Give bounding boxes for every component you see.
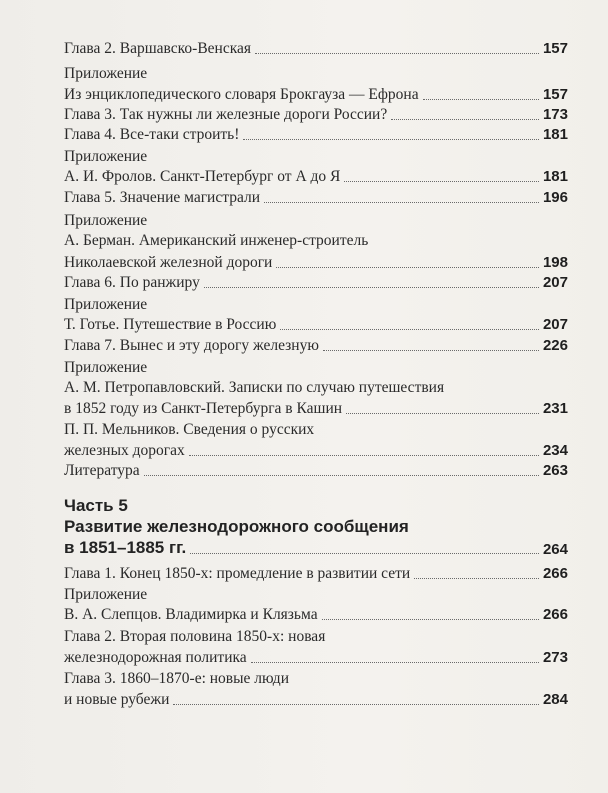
part-title: Развитие железнодорожного сообщения: [64, 517, 409, 536]
toc-entry: [64, 442, 568, 460]
toc-entry: [64, 254, 568, 272]
toc-entry: [64, 400, 568, 418]
toc-entry: [64, 462, 568, 480]
leader-dots: [346, 413, 539, 414]
toc-entry-title: Глава 7. Вынес и эту дорогу железную: [64, 337, 319, 354]
toc-entry: [64, 691, 568, 709]
toc-entry-title: Приложение: [64, 148, 148, 165]
toc-entry: [64, 296, 568, 314]
toc-entry: [64, 168, 568, 186]
toc-entry-title: А. И. Фролов. Санкт-Петербург от А до Я: [64, 168, 341, 185]
toc-entry-title: А. Берман. Американский инженер-строитель: [64, 232, 369, 249]
part-page: 264: [542, 541, 568, 558]
toc-entry: [64, 606, 568, 624]
toc-entry-title: Глава 6. По ранжиру: [64, 274, 200, 291]
toc-entry-page: 263: [542, 462, 568, 479]
toc-entry: [64, 359, 568, 377]
toc-entry-title: железнодорожная политика: [64, 649, 247, 666]
toc-entry-page: 234: [542, 442, 568, 459]
toc-entry-page: 207: [542, 274, 568, 291]
leader-dots: [144, 475, 539, 476]
toc-entry-page: 266: [542, 606, 568, 623]
toc-entry-page: 198: [542, 254, 568, 271]
toc-entry-page: 273: [542, 649, 568, 666]
toc-entry-title: и новые рубежи: [64, 691, 170, 708]
leader-dots: [391, 119, 539, 120]
toc-entry: [64, 148, 568, 166]
toc-entry: [64, 86, 568, 104]
toc-entry-title: Глава 3. Так нужны ли железные дороги России?: [64, 106, 388, 123]
leader-dots: [189, 455, 539, 456]
toc-entry: [64, 232, 568, 250]
toc-entry: [64, 337, 568, 355]
leader-dots: [243, 139, 539, 140]
leader-dots: [280, 329, 539, 330]
toc-entry-title: Глава 2. Варшавско-Венская: [64, 40, 252, 57]
toc-entry-title: в 1852 году из Санкт-Петербурга в Кашин: [64, 400, 343, 417]
toc-entry-page: 157: [542, 86, 568, 103]
leader-dots: [173, 704, 539, 705]
leader-dots: [322, 619, 539, 620]
toc-entry-page: 226: [542, 337, 568, 354]
toc-entry-title: Приложение: [64, 359, 148, 376]
toc-entry: [64, 379, 568, 397]
toc-entry: [64, 649, 568, 667]
toc-entry-title: Глава 2. Вторая половина 1850-х: новая: [64, 628, 326, 645]
leader-dots: [423, 99, 539, 100]
leader-dots: [251, 662, 539, 663]
toc-entry-title: Приложение: [64, 212, 148, 229]
toc-entry-page: 207: [542, 316, 568, 333]
toc-entry: [64, 565, 568, 583]
leader-dots: [323, 350, 539, 351]
toc-entry: [64, 126, 568, 144]
toc-entry: [64, 586, 568, 604]
toc-entry-title: П. П. Мельников. Сведения о русских: [64, 421, 315, 438]
toc-entry: [64, 670, 568, 688]
toc-entry-title: Глава 1. Конец 1850-х: промедление в развитии сети: [64, 565, 411, 582]
toc-entry-title: В. А. Слепцов. Владимирка и Клязьма: [64, 606, 318, 623]
toc-entry-page: 157: [542, 40, 568, 57]
toc-entry: [64, 189, 568, 207]
toc-entry: [64, 40, 568, 58]
toc-entry-page: 173: [542, 106, 568, 123]
toc-entry: [64, 106, 568, 124]
toc-entry-page: 181: [542, 168, 568, 185]
toc-entry: [64, 212, 568, 230]
part-label: Часть 5: [64, 496, 128, 515]
toc-entry-page: 181: [542, 126, 568, 143]
leader-dots: [190, 553, 539, 554]
leader-dots: [264, 202, 539, 203]
toc-entry-title: железных дорогах: [64, 442, 185, 459]
toc-entry-page: 231: [542, 400, 568, 417]
leader-dots: [204, 287, 539, 288]
toc-entry: [64, 421, 568, 439]
toc-entry-title: Приложение: [64, 65, 148, 82]
toc-entry-title: Глава 3. 1860–1870-е: новые люди: [64, 670, 289, 687]
toc-entry-title: Глава 4. Все-таки строить!: [64, 126, 240, 143]
leader-dots: [344, 181, 539, 182]
toc-entry-title: Литература: [64, 462, 140, 479]
toc-entry: [64, 628, 568, 646]
part-title-row: [64, 538, 568, 558]
toc-entry-title: Т. Готье. Путешествие в Россию: [64, 316, 277, 333]
toc-entry-title: Приложение: [64, 586, 148, 603]
part-title-line2: в 1851–1885 гг.: [64, 538, 187, 557]
toc-entry-page: 266: [542, 565, 568, 582]
toc-entry-page: 196: [542, 189, 568, 206]
toc-entry: [64, 274, 568, 292]
toc-entry-title: Приложение: [64, 296, 148, 313]
toc-entry-title: Из энциклопедического словаря Брокгауза — Ефрона: [64, 86, 419, 103]
toc-entry-title: Николаевской железной дороги: [64, 254, 273, 271]
toc-entry: [64, 65, 568, 83]
toc-entry: [64, 316, 568, 334]
toc-entry-title: А. М. Петропавловский. Записки по случаю путешествия: [64, 379, 445, 396]
toc-entry-title: Глава 5. Значение магистрали: [64, 189, 260, 206]
leader-dots: [255, 53, 539, 54]
toc-entry-page: 284: [542, 691, 568, 708]
leader-dots: [276, 267, 539, 268]
leader-dots: [414, 578, 539, 579]
